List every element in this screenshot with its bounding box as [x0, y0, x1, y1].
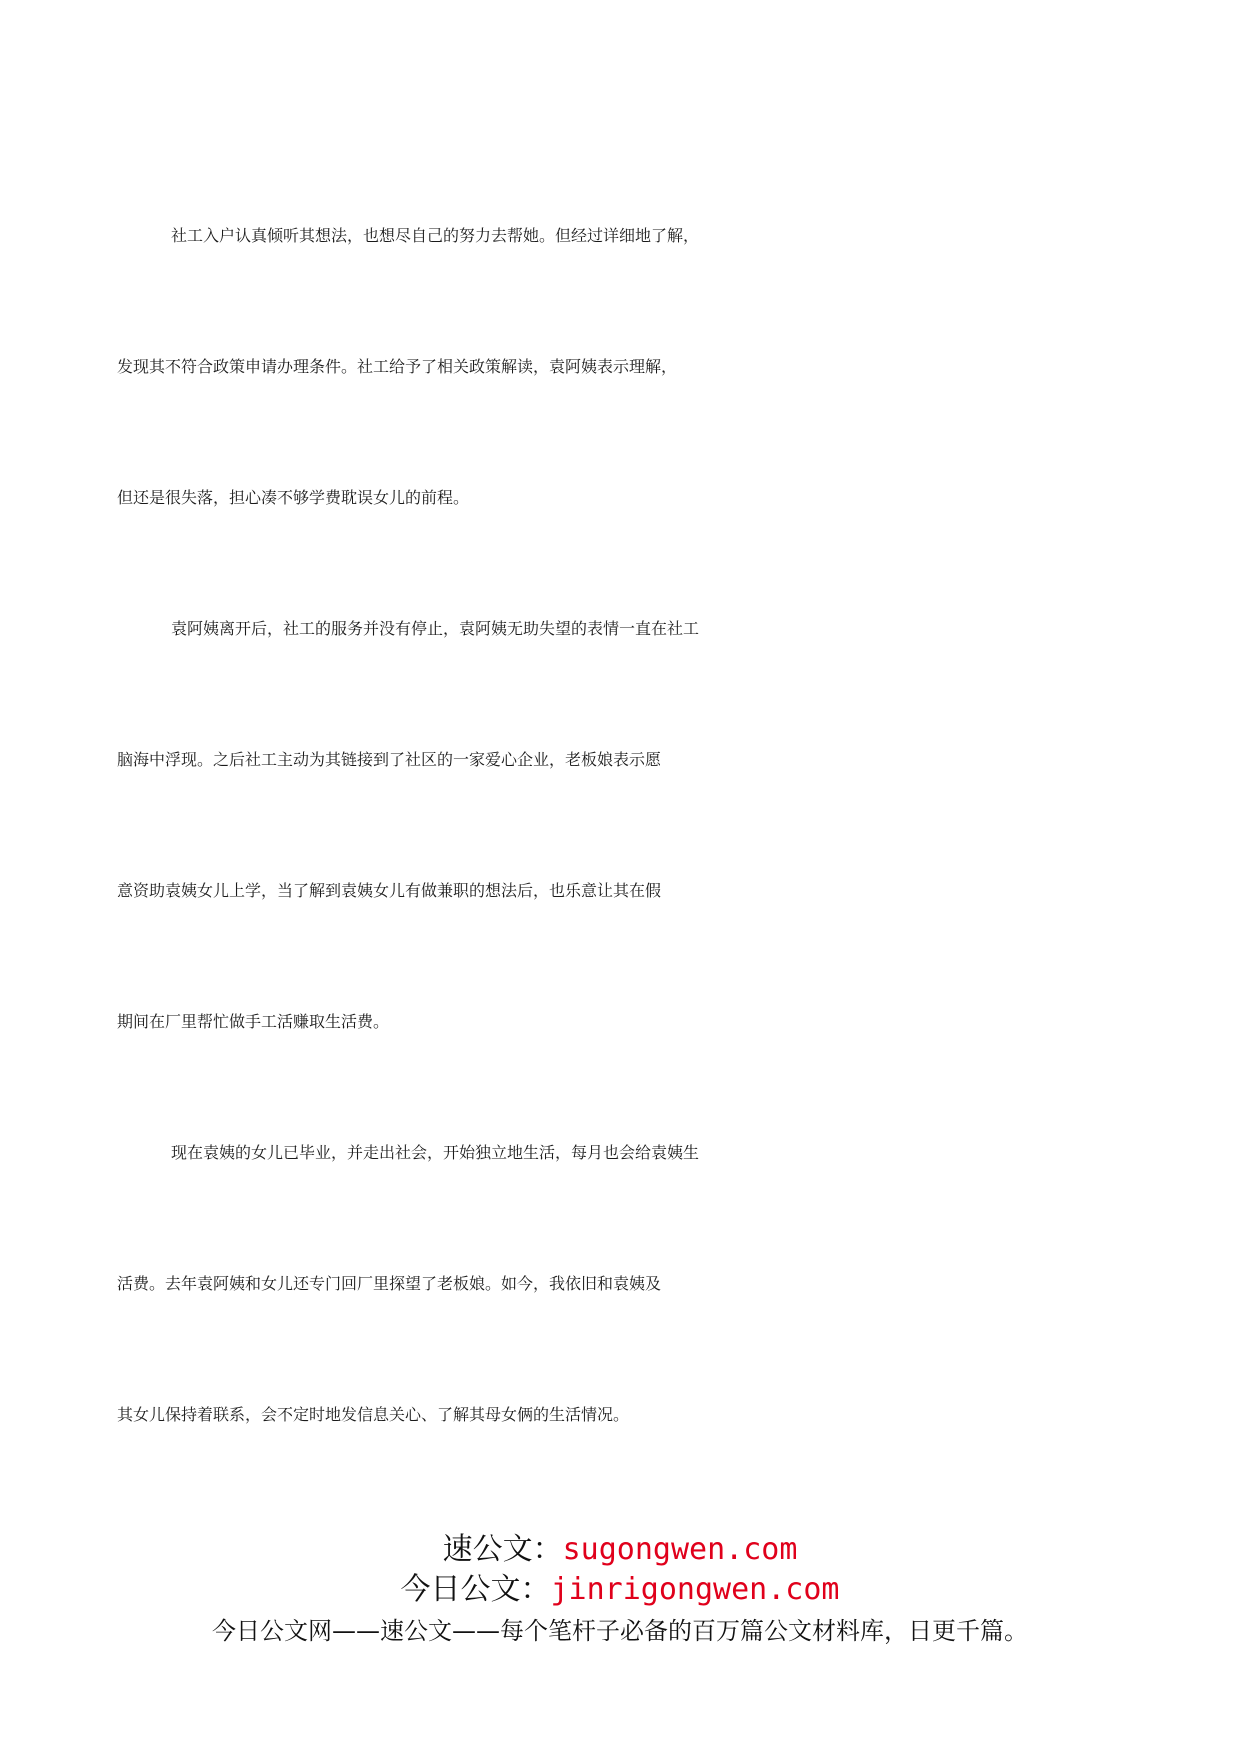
- text-line: 袁阿姨离开后，社工的服务并没有停止，袁阿姨无助失望的表情一直在社工: [171, 619, 700, 638]
- text-line: 意资助袁姨女儿上学，当了解到袁姨女儿有做兼职的想法后，也乐意让其在假: [117, 881, 662, 900]
- footer-label: 今日公文：: [400, 1572, 551, 1607]
- footer-label: 速公文：: [442, 1532, 563, 1567]
- paragraph: [117, 170, 1147, 563]
- text-line: 社工入户认真倾听其想法，也想尽自己的努力去帮她。但经过详细地了解，: [171, 226, 700, 245]
- page-footer: [0, 1530, 1240, 1650]
- document-body: [117, 170, 1147, 1480]
- text-line: 活费。去年袁阿姨和女儿还专门回厂里探望了老板娘。如今，我依旧和袁姨及: [117, 1274, 662, 1293]
- text-line: 脑海中浮现。之后社工主动为其链接到了社区的一家爱心企业，老板娘表示愿: [117, 750, 662, 769]
- text-line: 发现其不符合政策申请办理条件。社工给予了相关政策解读，袁阿姨表示理解，: [117, 357, 678, 376]
- paragraph: [117, 1087, 1147, 1480]
- text-line: 但还是很失落，担心凑不够学费耽误女儿的前程。: [117, 488, 470, 507]
- footer-url-link[interactable]: jinrigongwen.com: [550, 1572, 840, 1607]
- text-line: 现在袁姨的女儿已毕业，并走出社会，开始独立地生活，每月也会给袁姨生: [171, 1143, 700, 1162]
- footer-site-sugongwen: [0, 1530, 1240, 1570]
- footer-url-link[interactable]: sugongwen.com: [562, 1532, 798, 1567]
- text-line: 其女儿保持着联系，会不定时地发信息关心、了解其母女俩的生活情况。: [117, 1405, 630, 1424]
- paragraph: [117, 563, 1147, 1087]
- footer-slogan: 今日公文网——速公文——每个笔杆子必备的百万篇公文材料库，日更千篇。: [212, 1617, 1028, 1645]
- text-line: 期间在厂里帮忙做手工活赚取生活费。: [117, 1012, 390, 1031]
- footer-site-jinrigongwen: [0, 1570, 1240, 1610]
